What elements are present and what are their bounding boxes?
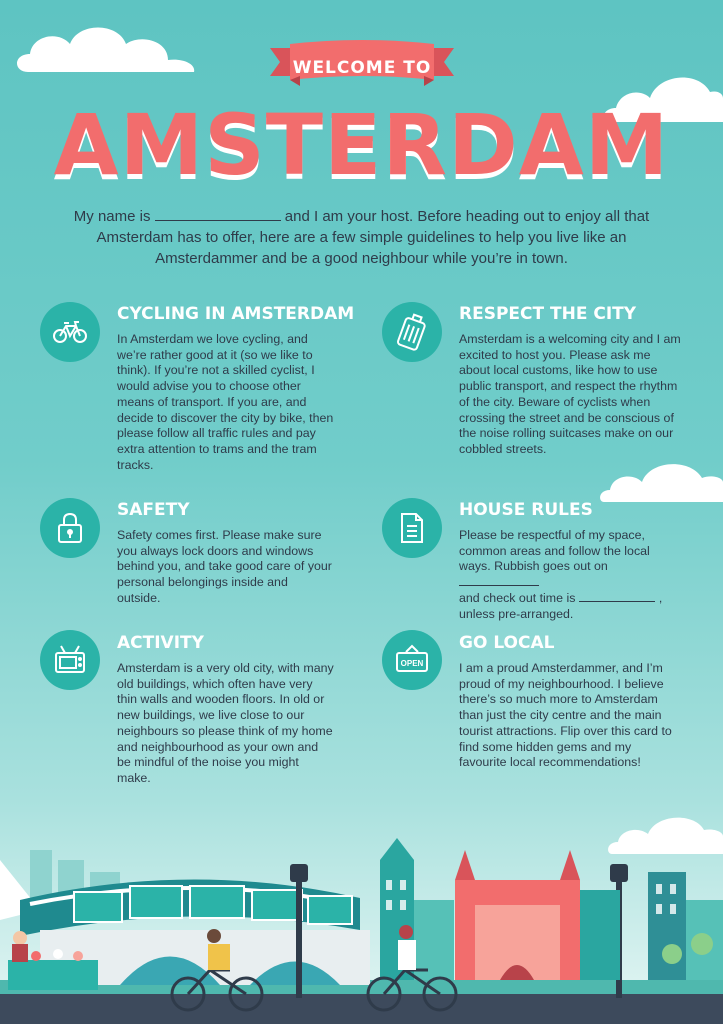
- page-title: AMSTERDAM: [53, 96, 670, 194]
- rubbish-day-blank: [459, 575, 539, 586]
- house-rules-text-3: ,: [655, 590, 663, 605]
- suitcase-icon: [395, 312, 429, 352]
- intro-paragraph: [60, 206, 663, 269]
- respect-title: RESPECT THE CITY: [459, 304, 637, 324]
- go-local-title: GO LOCAL: [459, 633, 555, 653]
- television-icon: [53, 644, 87, 676]
- checkout-time-blank: [579, 591, 655, 602]
- safety-body: Safety comes first. Please make sure you always lock doors and windows behind you, and take good care of your personal belongings inside and outside.: [117, 528, 332, 605]
- padlock-icon: [56, 511, 84, 545]
- activity-title: ACTIVITY: [117, 633, 204, 653]
- house-rules-text-2: and check out time is: [459, 590, 576, 605]
- banner-label: WELCOME TO: [292, 58, 432, 78]
- activity-icon-circle: [40, 630, 100, 690]
- safety-icon-circle: [40, 498, 100, 558]
- cloud-top-left: [8, 20, 198, 76]
- rijksmuseum-building: [455, 850, 580, 980]
- go-local-body: I am a proud Amsterdammer, and I’m proud of my neighbourhood. I believe there’s so much more to Amsterdam than just the city centre and the main tourist attractions. Flip over this card to find some hidden gems and my favourite local recommendations!: [459, 661, 672, 770]
- cloud-mid-right: [598, 456, 723, 504]
- house-rules-text-1: Please be respectful of my space, common areas and follow the local ways. Rubbish goes out on: [459, 528, 650, 574]
- bicycle-icon: [52, 320, 88, 344]
- open-sign-label: OPEN: [400, 659, 424, 668]
- cycling-title: CYCLING IN AMSTERDAM: [117, 304, 355, 324]
- house-rules-title: HOUSE RULES: [459, 500, 593, 520]
- safety-title: SAFETY: [117, 500, 190, 520]
- cycling-body: In Amsterdam we love cycling, and we’re rather good at it (so we like to think). If you’re not a skilled cyclist, I would advise you to choose other means of transport. If you are, and decide to discover the city by bike, then please follow all traffic rules and pay extra attention to trams and the tram tracks.: [117, 332, 334, 472]
- amsterdam-skyline-illustration: [0, 820, 723, 1024]
- intro-text-end: and I am your host. Before heading out to enjoy all that Amsterdam has to offer, here are a few simple guidelines to help you live like an Amsterdammer and be a good neighbour while you’re in town.: [96, 208, 650, 267]
- cycling-icon-circle: [40, 302, 100, 362]
- activity-body: Amsterdam is a very old city, with many old buildings, which often have very thin walls and wooden floors. In old or new buildings, we live close to our neighbours so please think of my home and neighbourhood as your own and be mindful of the noise you might make.: [117, 661, 334, 785]
- house-rules-body: [459, 528, 684, 622]
- house-rules-icon-circle: [382, 498, 442, 558]
- host-name-blank: [155, 208, 281, 221]
- go-local-icon-circle: [382, 630, 442, 690]
- open-sign-icon: [394, 644, 430, 676]
- intro-text-start: My name is: [73, 208, 155, 225]
- house-rules-text-4: unless pre-arranged.: [459, 606, 574, 621]
- respect-body: Amsterdam is a welcoming city and I am excited to host you. Please ask me about local customs, like how to use public transport, and respect the rhythm of the city. Beware of cyclists when crossing the street and be conscious of the noise rolling suitcases make on our cobbled streets.: [459, 332, 681, 456]
- document-icon: [399, 512, 425, 544]
- respect-icon-circle: [382, 302, 442, 362]
